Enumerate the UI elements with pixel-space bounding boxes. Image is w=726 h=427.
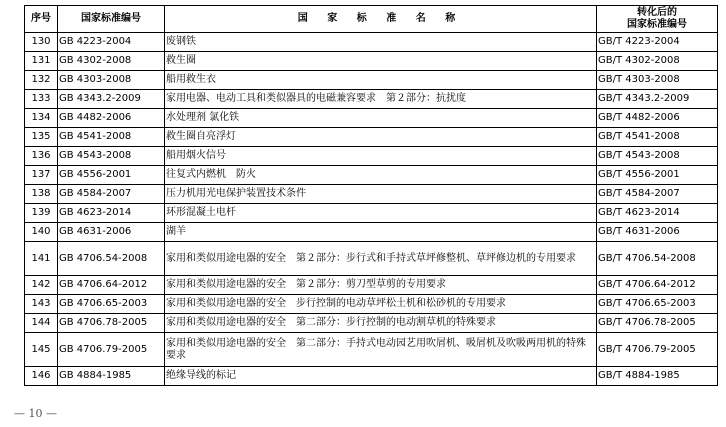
standard-title: 环形混凝土电杆 [165,204,597,223]
standard-code: GB 4303-2008 [58,71,165,90]
standard-code: GB 4584-2007 [58,185,165,204]
table-row [25,295,718,314]
table-row [25,333,718,367]
table-row [25,147,718,166]
standard-title: 压力机用光电保护装置技术条件 [165,185,597,204]
row-number: 134 [25,109,58,128]
header-converted-line2: 国家标准编号 [627,19,687,30]
converted-code: GB/T 4623-2014 [597,204,718,223]
converted-code: GB/T 4541-2008 [597,128,718,147]
converted-code: GB/T 4343.2-2009 [597,90,718,109]
standard-code: GB 4706.78-2005 [58,314,165,333]
converted-code: GB/T 4543-2008 [597,147,718,166]
table-row [25,166,718,185]
row-number: 140 [25,223,58,242]
row-number: 144 [25,314,58,333]
standard-title: 救生圈 [165,52,597,71]
standard-code: GB 4302-2008 [58,52,165,71]
header-converted-line1: 转化后的 [637,7,677,18]
row-number: 132 [25,71,58,90]
row-number: 135 [25,128,58,147]
standard-code: GB 4482-2006 [58,109,165,128]
header-code: 国家标准编号 [58,6,165,33]
standard-code: GB 4706.54-2008 [58,242,165,276]
row-number: 130 [25,33,58,52]
row-number: 145 [25,333,58,367]
converted-code: GB/T 4303-2008 [597,71,718,90]
converted-code: GB/T 4584-2007 [597,185,718,204]
row-number: 142 [25,276,58,295]
standard-code: GB 4623-2014 [58,204,165,223]
standard-title: 湖羊 [165,223,597,242]
table-header-row [25,6,718,33]
standard-title: 救生圈自亮浮灯 [165,128,597,147]
table-row [25,185,718,204]
standard-code: GB 4706.64-2012 [58,276,165,295]
row-number: 137 [25,166,58,185]
row-number: 143 [25,295,58,314]
converted-code: GB/T 4706.78-2005 [597,314,718,333]
table-row [25,128,718,147]
table-row [25,109,718,128]
row-number: 136 [25,147,58,166]
standard-code: GB 4223-2004 [58,33,165,52]
converted-code: GB/T 4482-2006 [597,109,718,128]
row-number: 139 [25,204,58,223]
converted-code: GB/T 4706.64-2012 [597,276,718,295]
table-row [25,52,718,71]
standard-title: 家用和类似用途电器的安全 第二部分：手持式电动园艺用吹屑机、吸屑机及吹吸两用机的特殊要求 [165,333,597,367]
standard-title: 家用和类似用途电器的安全 第二部分：步行控制的电动割草机的特殊要求 [165,314,597,333]
table-row [25,223,718,242]
standard-title: 废钢铁 [165,33,597,52]
header-converted [597,6,718,33]
standard-code: GB 4706.65-2003 [58,295,165,314]
table-row [25,90,718,109]
standard-title: 船用救生衣 [165,71,597,90]
converted-code: GB/T 4631-2006 [597,223,718,242]
standard-title: 家用和类似用途电器的安全 第２部分：剪刀型草剪的专用要求 [165,276,597,295]
table-row [25,314,718,333]
row-number: 146 [25,367,58,386]
converted-code: GB/T 4884-1985 [597,367,718,386]
converted-code: GB/T 4706.54-2008 [597,242,718,276]
row-number: 133 [25,90,58,109]
standard-title: 绝缘导线的标记 [165,367,597,386]
standard-code: GB 4543-2008 [58,147,165,166]
table-row [25,33,718,52]
table-row [25,204,718,223]
converted-code: GB/T 4556-2001 [597,166,718,185]
standard-title: 家用和类似用途电器的安全 第２部分：步行式和手持式草坪修整机、草坪修边机的专用要求 [165,242,597,276]
table-row [25,367,718,386]
converted-code: GB/T 4706.65-2003 [597,295,718,314]
standard-code: GB 4541-2008 [58,128,165,147]
standard-title: 家用和类似用途电器的安全 步行控制的电动草坪松土机和松砂机的专用要求 [165,295,597,314]
row-number: 131 [25,52,58,71]
table-row [25,71,718,90]
standards-table [24,5,718,386]
standard-title: 家用电器、电动工具和类似器具的电磁兼容要求 第２部分：抗扰度 [165,90,597,109]
row-number: 138 [25,185,58,204]
page-number: — 10 — [14,407,57,420]
header-name: 国 家 标 准 名 称 [165,6,597,33]
converted-code: GB/T 4706.79-2005 [597,333,718,367]
standard-title: 往复式内燃机 防火 [165,166,597,185]
header-no: 序号 [25,6,58,33]
table-row [25,242,718,276]
standard-code: GB 4884-1985 [58,367,165,386]
converted-code: GB/T 4223-2004 [597,33,718,52]
standard-title: 水处理剂 氯化铁 [165,109,597,128]
converted-code: GB/T 4302-2008 [597,52,718,71]
standard-title: 船用烟火信号 [165,147,597,166]
table-row [25,276,718,295]
standard-code: GB 4343.2-2009 [58,90,165,109]
standard-code: GB 4706.79-2005 [58,333,165,367]
standard-code: GB 4631-2006 [58,223,165,242]
row-number: 141 [25,242,58,276]
standard-code: GB 4556-2001 [58,166,165,185]
